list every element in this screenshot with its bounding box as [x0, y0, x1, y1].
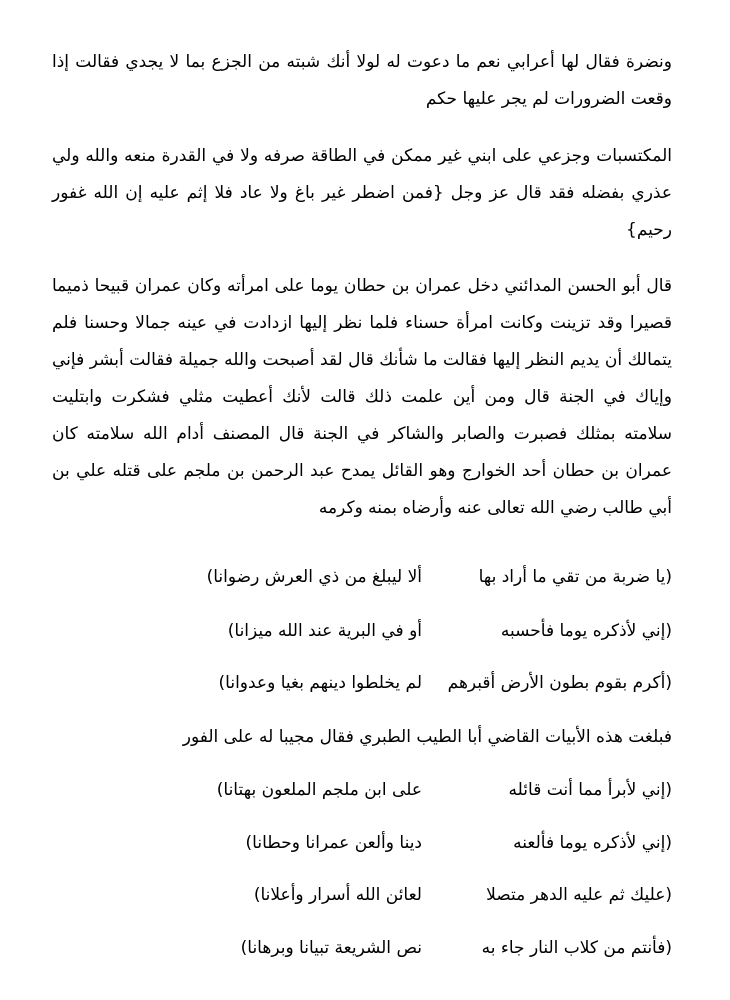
verse-hemistich-second: دينا وألعن عمرانا وحطانا)	[245, 833, 422, 853]
verse-hemistich-second: لعائن الله أسرار وأعلانا)	[253, 885, 422, 905]
verse-line	[52, 562, 672, 592]
verse-line	[52, 775, 672, 805]
verse-line	[52, 880, 672, 910]
verse-hemistich-first: (إني لأذكره يوما فأحسبه	[500, 621, 672, 641]
verse-line	[52, 616, 672, 646]
verse-hemistich-first: (عليك ثم عليه الدهر متصلا	[486, 885, 672, 905]
verse-line	[52, 828, 672, 858]
interlude-line: فبلغت هذه الأبيات القاضي أبا الطيب الطبري فقال مجيبا له على الفور	[182, 727, 672, 747]
verse-line	[52, 668, 672, 698]
verse-hemistich-first: (إني لأبرأ مما أنت قائله	[508, 780, 672, 800]
verse-hemistich-first: (فأنتم من كلاب النار جاء به	[481, 938, 672, 958]
verse-hemistich-second: أو في البرية عند الله ميزانا)	[227, 621, 422, 641]
verse-hemistich-first: (أكرم بقوم بطون الأرض أقبرهم	[447, 673, 672, 693]
paragraph-2: المكتسبات وجزعي على ابني غير ممكن في الطاقة صرفه ولا في القدرة منعه والله ولي عذري بفضله فقد قال عز وجل {فمن اضطر غير باغ ولا عاد فلا إثم عليه إن الله غفور رحيم}	[52, 146, 672, 240]
verse-hemistich-second: لم يخلطوا دينهم بغيا وعدوانا)	[218, 673, 422, 693]
verse-hemistich-first: (إني لأذكره يوما فألعنه	[513, 833, 672, 853]
paragraph-1: ونضرة فقال لها أعرابي نعم ما دعوت له لولا أنك شبته من الجزع بما لا يجدي فقالت إذا وقعت الضرورات لم يجر عليها حكم	[52, 52, 672, 109]
verse-hemistich-second: ألا ليبلغ من ذي العرش رضوانا)	[206, 567, 422, 587]
verse-hemistich-first: (يا ضربة من تقي ما أراد بها	[478, 567, 672, 587]
verse-hemistich-second: على ابن ملجم الملعون بهتانا)	[216, 780, 422, 800]
verse-hemistich-second: نص الشريعة تبيانا وبرهانا)	[240, 938, 422, 958]
paragraph-3: قال أبو الحسن المدائني دخل عمران بن حطان يوما على امرأته وكان عمران قبيحا ذميما قصيرا وقد تزينت وكانت امرأة حسناء فلما نظر إليها ازدادت في عينه جمالا وحسنا فلم يتمالك أن يديم النظر إليها فقالت ما شأنك قال لقد أصبحت والله جميلة فقالت أبشر فإني وإياك في الجنة قال ومن أين علمت ذلك قالت لأنك أعطيت مثلي فشكرت وابتليت سلامته بمثلك فصبرت والصابر والشاكر في الجنة قال المصنف أدام الله سلامته كان عمران بن حطان أحد الخوارج وهو القائل يمدح عبد الرحمن بن ملجم على قتله علي بن أبي طالب رضي الله تعالى عنه وأرضاه بمنه وكرمه	[52, 276, 672, 518]
verse-line	[52, 933, 672, 963]
